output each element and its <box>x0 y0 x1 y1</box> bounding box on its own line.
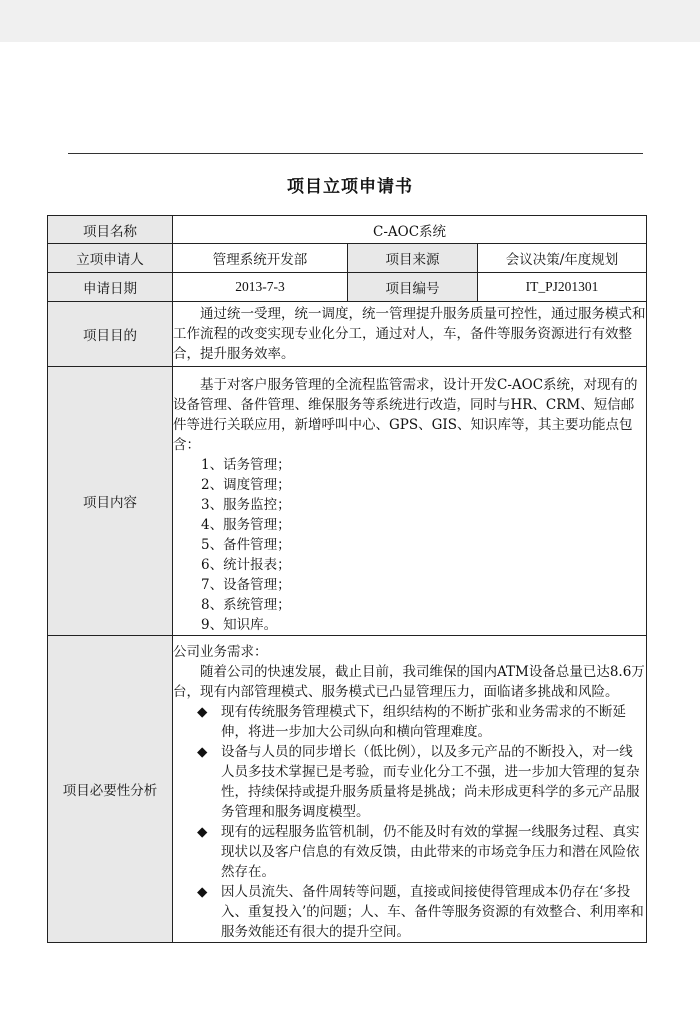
top-band <box>0 0 700 42</box>
date-value: 2013-7-3 <box>173 273 348 302</box>
page-title: 项目立项申请书 <box>287 177 413 197</box>
purpose-text: 通过统一受理，统一调度，统一管理提升服务质量可控性，通过服务模式和工作流程的改变实现专业化分工，通过对人，车，备件等服务资源进行有效整合，提升服务效率。 <box>173 306 646 362</box>
necessity-cell <box>173 636 647 943</box>
application-form-table <box>47 215 647 943</box>
source-value: 会议决策/年度规划 <box>478 244 647 273</box>
necessity-bullet <box>173 822 646 882</box>
project-name-value: C-AOC系统 <box>173 216 647 244</box>
diamond-bullet-icon: ◆ <box>197 704 208 720</box>
content-item: 6、统计报表； <box>201 557 291 573</box>
content-item: 1、话务管理； <box>201 457 291 473</box>
applicant-value: 管理系统开发部 <box>173 244 348 273</box>
content-item: 4、服务管理； <box>201 517 291 533</box>
necessity-intro: 随着公司的快速发展，截止目前，我司维保的国内ATM设备总量已达8.6万台，现有内部管理模式、服务模式已凸显管理压力，面临诸多挑战和风险。 <box>173 664 645 700</box>
necessity-bullet <box>173 742 646 822</box>
diamond-bullet-icon: ◆ <box>197 744 208 760</box>
bullet-text: 现有传统服务管理模式下，组织结构的不断扩张和业务需求的不断延伸，将进一步加大公司纵向和横向管理难度。 <box>221 704 626 740</box>
bullet-text: 现有的远程服务监管机制，仍不能及时有效的掌握一线服务过程、真实现状以及客户信息的有效反馈，由此带来的市场竞争压力和潜在风险依然存在。 <box>221 824 640 880</box>
header-rule <box>68 153 643 154</box>
row-applicant <box>48 244 647 273</box>
row-content <box>48 367 647 636</box>
necessity-bullet <box>173 882 646 942</box>
bullet-text: 因人员流失、备件周转等问题，直接或间接使得管理成本仍存在‘多投入、重复投入’的问题；人、车、备件等服务资源的有效整合、利用率和服务效能还有很大的提升空间。 <box>221 884 644 940</box>
bullet-text: 设备与人员的同步增长（低比例），以及多元产品的不断投入，对一线人员多技术掌握已是考验，而专业化分工不强，进一步加大管理的复杂性，持续保持或提升服务质量将是挑战；尚未形成更科学的多元产品服务管理和服务调度模型。 <box>221 744 640 820</box>
content-item: 8、系统管理； <box>201 597 291 613</box>
necessity-bullet <box>173 702 646 742</box>
content-item: 5、备件管理； <box>201 537 291 553</box>
source-label: 项目来源 <box>348 244 478 273</box>
number-label: 项目编号 <box>348 273 478 302</box>
purpose-label: 项目目的 <box>48 302 173 367</box>
necessity-label: 项目必要性分析 <box>48 636 173 943</box>
diamond-bullet-icon: ◆ <box>197 884 208 900</box>
row-project-name <box>48 216 647 244</box>
content-item: 9、知识库。 <box>201 617 278 633</box>
necessity-heading: 公司业务需求： <box>173 644 268 660</box>
content-intro: 基于对客户服务管理的全流程监管需求，设计开发C-AOC系统，对现有的设备管理、备件管理、维保服务等系统进行改造，同时与HR、CRM、短信邮件等进行关联应用，新增呼叫中心、GPS、GIS、知识库等，其主要功能点包含： <box>173 377 638 453</box>
applicant-label: 立项申请人 <box>48 244 173 273</box>
content-cell <box>173 367 647 636</box>
content-label: 项目内容 <box>48 367 173 636</box>
content-item: 3、服务监控； <box>201 497 291 513</box>
purpose-cell <box>173 302 647 367</box>
date-label: 申请日期 <box>48 273 173 302</box>
number-value: IT_PJ201301 <box>478 273 647 302</box>
row-purpose <box>48 302 647 367</box>
row-necessity <box>48 636 647 943</box>
content-item: 7、设备管理； <box>201 577 291 593</box>
content-item: 2、调度管理； <box>201 477 291 493</box>
diamond-bullet-icon: ◆ <box>197 824 208 840</box>
project-name-label: 项目名称 <box>48 216 173 244</box>
row-date <box>48 273 647 302</box>
